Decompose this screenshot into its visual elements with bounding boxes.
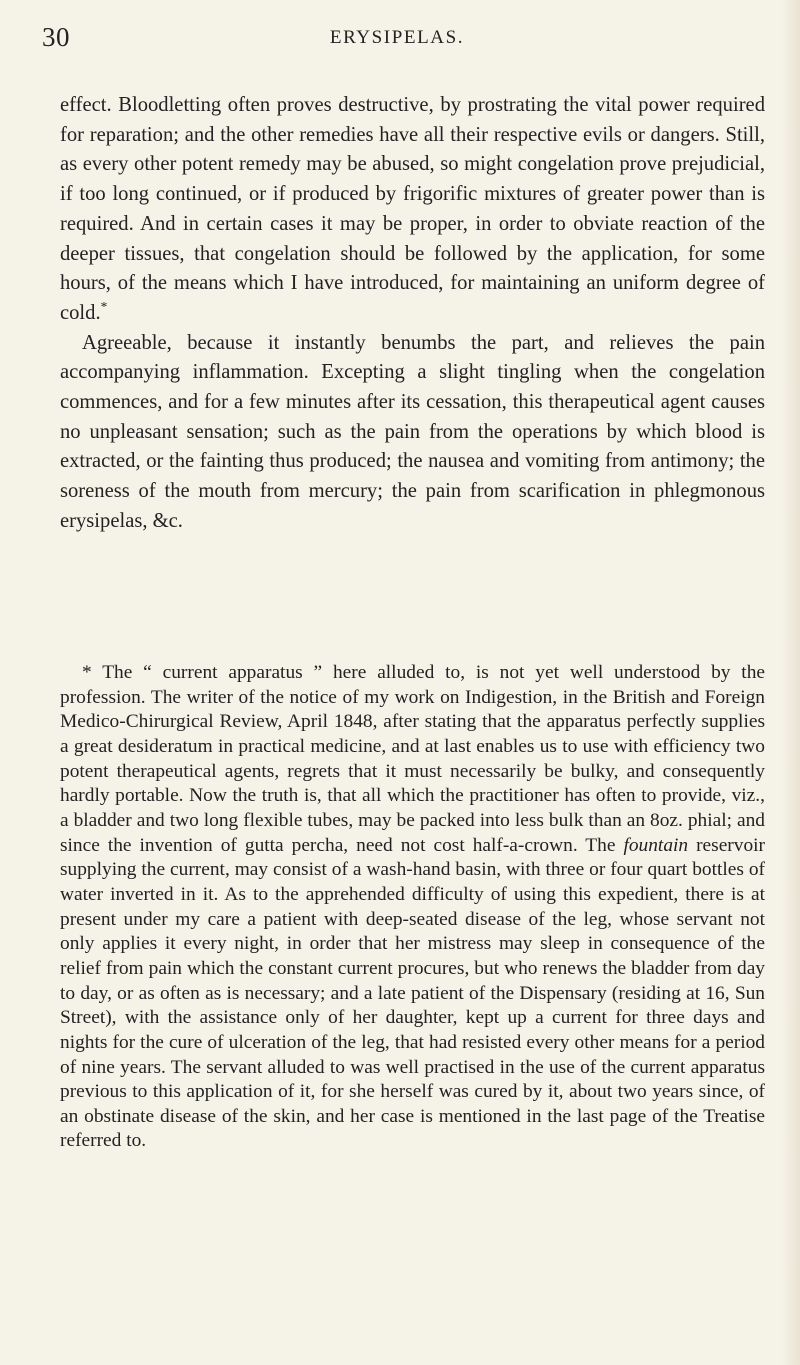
page-header	[42, 22, 752, 58]
footnote-text-part-2: reservoir supplying the current, may consist of a wash-hand basin, with three or four quart bottles of water inverted in it. As to the apprehended difficulty of using this expedient, there is at present under my care a patient with deep-seated disease of the leg, whose servant not only applies it every night, in order that her mistress may sleep in consequence of the relief from pain which the constant current procures, but who renews the bladder from day to day, or as often as is necessary; and a late patient of the Dispensary (residing at 16, Sun Street), with the assistance only of her daughter, kept up a current for three days and nights for the cure of ulceration of the leg, that had resisted every other means for a period of nine years. The servant alluded to was well practised in the use of the current apparatus previous to this application of it, for she herself was cured by it, about two years since, of an obstinate disease of the skin, and her case is mentioned in the last page of the Treatise referred to.	[60, 834, 765, 1152]
footnote-paragraph	[60, 661, 765, 1154]
paragraph-2: Agreeable, because it instantly benumbs the part, and relieves the pain accompanying inflammation. Excepting a slight tingling when the congelation commences, and for a few minutes after its cessation, this therapeutical agent causes no unpleasant sensation; such as the pain from the operations by which blood is extracted, or the fainting thus produced; the nausea and vomiting from antimony; the soreness of the mouth from mercury; the pain from scarification in phlegmonous erysipelas, &c.	[60, 331, 765, 532]
footnote-text-part-1: * The “ current apparatus ” here alluded to, is not yet well understood by the profession. The writer of the notice of my work on Indigestion, in the British and Foreign Medico-Chirurgical Review, April 1848, after stating that the apparatus perfectly supplies a great desideratum in practical medicine, and at last enables us to use with efficiency two potent therapeutical agents, regrets that it must necessarily be bulky, and consequently hardly portable. Now the truth is, that all which the practitioner has often to provide, viz., a bladder and two long flexible tubes, may be packed into less bulk than an 8oz. phial; and since the invention of gutta percha, need not cost half-a-crown. The	[60, 662, 765, 856]
running-head: ERYSIPELAS.	[329, 27, 465, 48]
footnote-reference-mark: *	[100, 299, 108, 315]
page-edge-shading	[782, 0, 800, 1365]
footnote-italic-word: fountain	[623, 834, 689, 856]
footnote	[60, 661, 765, 1154]
page-number: 30	[42, 22, 70, 52]
main-text	[60, 91, 765, 537]
paragraph-1	[60, 91, 765, 329]
paragraph-1-text: effect. Bloodletting often proves destructive, by prostrating the vital power required for reparation; and the other remedies have all their respective evils or dangers. Still, as every other potent remedy may be abused, so might congelation prove prejudicial, if too long continued, or if produced by frigorific mixtures of greater power than is required. And in certain cases it may be proper, in order to obviate reaction of the deeper tissues, that congelation should be followed by the application, for some hours, of the means which I have introduced, for maintaining an uniform degree of cold.	[60, 94, 765, 324]
